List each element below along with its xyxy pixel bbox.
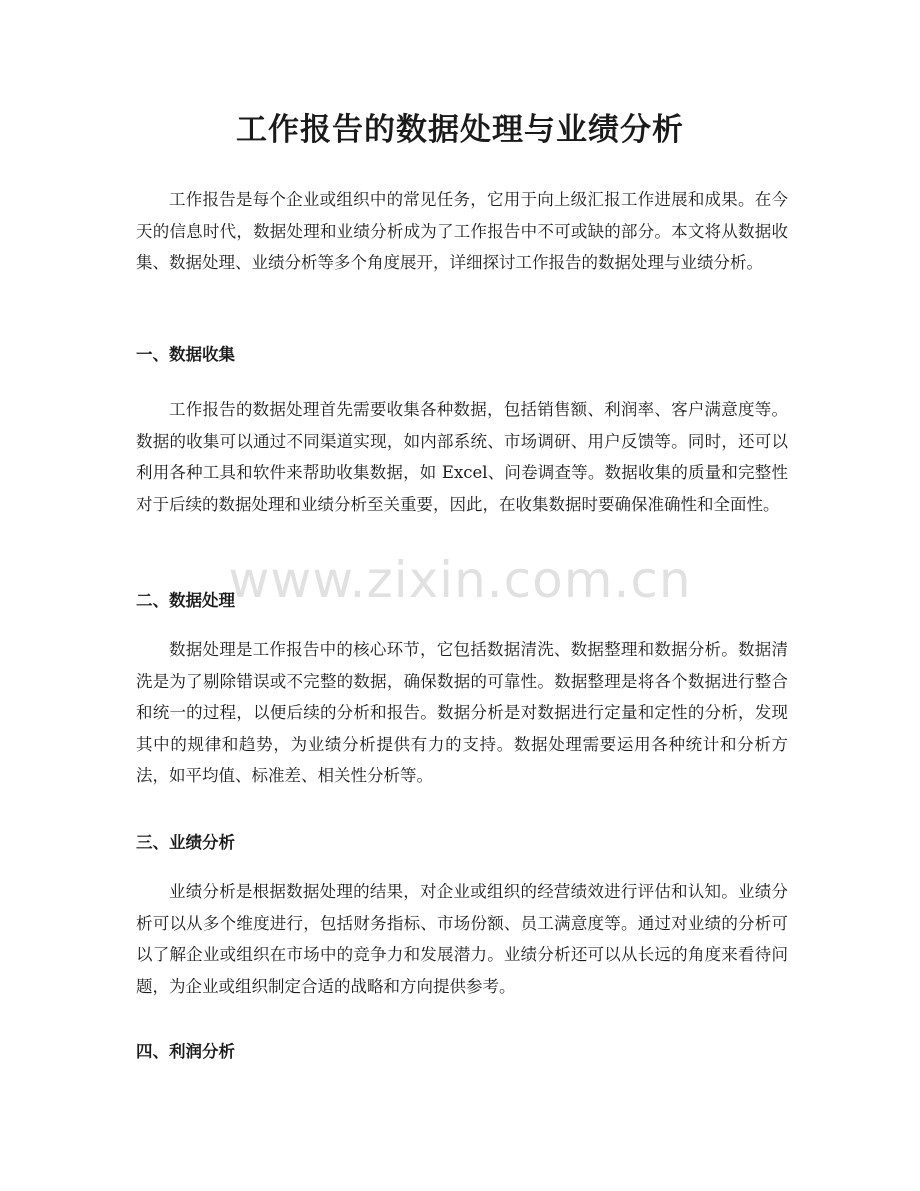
section-heading-performance-analysis: 三、业绩分析	[136, 833, 235, 852]
document-title: 工作报告的数据处理与业绩分析	[236, 112, 684, 148]
section-heading-profit-analysis: 四、利润分析	[136, 1042, 235, 1061]
section-heading-data-collection: 一、数据收集	[136, 345, 235, 364]
section-body-data-processing: 数据处理是工作报告中的核心环节，它包括数据清洗、数据整理和数据分析。数据清洗是为了剔除错误或不完整的数据，确保数据的可靠性。数据整理是将各个数据进行整合和统一的过程，以便后续的分析和报告。数据分析是对数据进行定量和定性的分析，发现其中的规律和趋势，为业绩分析提供有力的支持。数据处理需要运用各种统计和分析方法，如平均值、标准差、相关性分析等。	[136, 640, 788, 785]
watermark: www.zixin.com.cn	[228, 551, 692, 609]
intro-paragraph: 工作报告是每个企业或组织中的常见任务，它用于向上级汇报工作进展和成果。在今天的信息时代，数据处理和业绩分析成为了工作报告中不可或缺的部分。本文将从数据收集、数据处理、业绩分析等多个角度展开，详细探讨工作报告的数据处理与业绩分析。	[136, 190, 788, 272]
section-body-performance-analysis: 业绩分析是根据数据处理的结果，对企业或组织的经营绩效进行评估和认知。业绩分析可以从多个维度进行，包括财务指标、市场份额、员工满意度等。通过对业绩的分析可以了解企业或组织在市场中的竞争力和发展潜力。业绩分析还可以从长远的角度来看待问题，为企业或组织制定合适的战略和方向提供参考。	[136, 882, 788, 996]
section-heading-data-processing: 二、数据处理	[136, 591, 235, 610]
section-body-data-collection: 工作报告的数据处理首先需要收集各种数据，包括销售额、利润率、客户满意度等。数据的收集可以通过不同渠道实现，如内部系统、市场调研、用户反馈等。同时，还可以利用各种工具和软件来帮助收集数据，如 Excel、问卷调查等。数据收集的质量和完整性对于后续的数据处理和业绩分析至关重要，因此，在收集数据时要确保准确性和全面性。	[136, 400, 788, 514]
